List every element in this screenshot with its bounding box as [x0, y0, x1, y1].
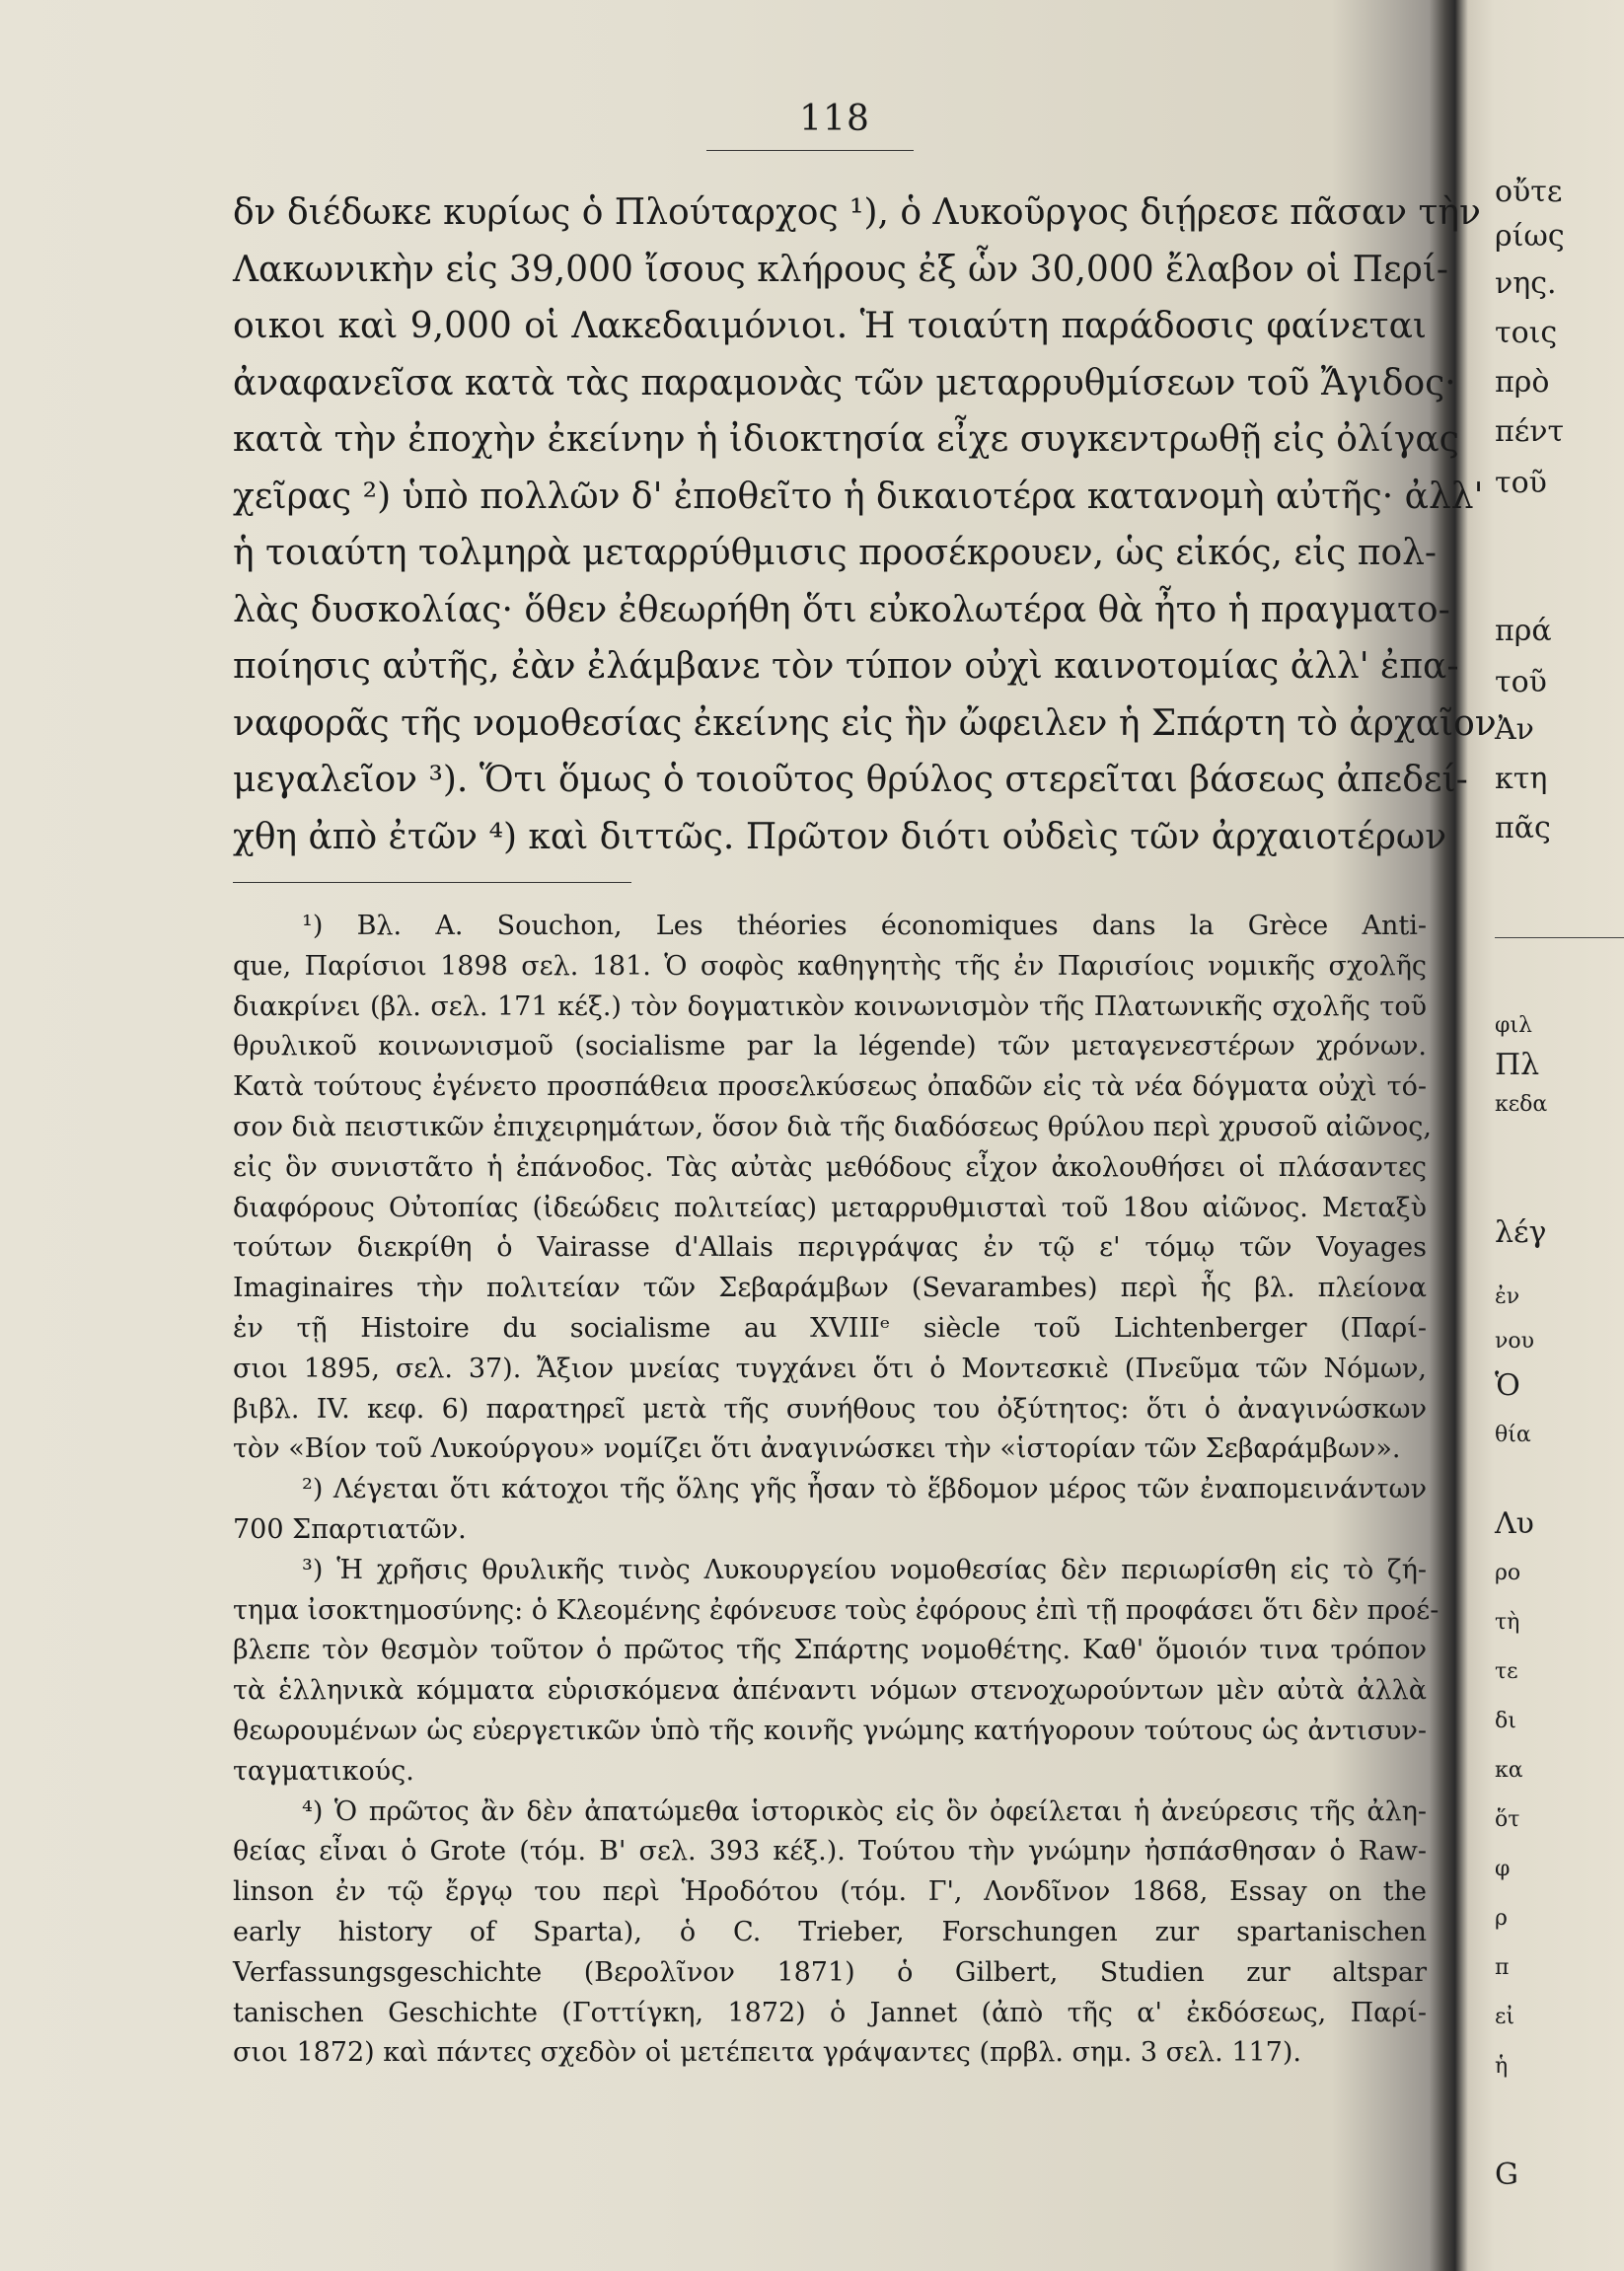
- adjacent-page-fragment: τε: [1495, 1659, 1518, 1684]
- footnote-line: σον διὰ πειστικῶν ἐπιχειρημάτων, ὅσον διὰ τῆς διαδόσεως θρύλου περὶ χρυσοῦ αἰῶνος,: [233, 1112, 1432, 1142]
- adjacent-page-fragment: G: [1495, 2158, 1518, 2192]
- footnote-line: Κατὰ τούτους ἐγένετο προσπάθεια προσελκύσεως ὀπαδῶν εἰς τὰ νέα δόγματα οὐχὶ τό-: [233, 1071, 1427, 1103]
- adjacent-page-fragment: Ἀν: [1495, 712, 1534, 747]
- footnote-line: Verfassungsgeschichte (Βερολῖνον 1871) ὁ Gilbert, Studien zur altspar: [233, 1956, 1427, 1988]
- footnote-line: ²) Λέγεται ὅτι κάτοχοι τῆς ὅλης γῆς ἦσαν τὸ ἕβδομον μέρος τῶν ἐναπομεινάντων: [302, 1474, 1427, 1505]
- adjacent-page-fragment: οὔτε: [1495, 175, 1563, 209]
- footnote-line: Imaginaires τὴν πολιτείαν τῶν Σεβαράμβων (Sevarambes) περὶ ἧς βλ. πλείονα: [233, 1273, 1427, 1304]
- adjacent-page-fragment: ἡ: [1495, 2054, 1509, 2079]
- footnote-line: τὰ ἑλληνικὰ κόμματα εὑρισκόμενα ἀπέναντι νόμων στενοχωρούντων μὲν αὐτὰ ἀλλὰ: [233, 1675, 1427, 1707]
- footnote-line: βλεπε τὸν θεσμὸν τοῦτον ὁ πρῶτος τῆς Σπάρτης νομοθέτης. Καθ' ὅμοιόν τινα τρόπον: [233, 1635, 1427, 1666]
- body-line: χθη ἀπὸ ἐτῶν ⁴) καὶ διττῶς. Πρῶτον διότι οὐδεὶς τῶν ἀρχαιοτέρων: [233, 816, 1447, 857]
- adjacent-page-fragment: τοῦ: [1495, 665, 1547, 699]
- adjacent-page-fragment: πρὸ: [1495, 365, 1550, 400]
- body-line: λὰς δυσκολίας· ὅθεν ἐθεωρήθη ὅτι εὐκολωτέρα θὰ ἦτο ἡ πραγματο-: [233, 589, 1450, 630]
- adjacent-page-fragment: κεδα: [1495, 1092, 1548, 1117]
- footnote-line: linson ἐν τῷ ἔργῳ του περὶ Ἡροδότου (τόμ. Γ', Λονδῖνον 1868, Essay on the: [233, 1876, 1427, 1908]
- footnote-separator: [233, 882, 631, 883]
- footnote-line: ⁴) Ὁ πρῶτος ἂν δὲν ἀπατώμεθα ἱστορικὸς εἰς ὃν ὀφείλεται ἡ ἀνεύρεσις τῆς ἀλη-: [302, 1795, 1427, 1827]
- adjacent-page-fragment: ρο: [1495, 1561, 1521, 1585]
- adjacent-page-fragment: ἐν: [1495, 1284, 1520, 1309]
- footnote-line: εἰς ὃν συνιστᾶτο ἡ ἐπάνοδος. Τὰς αὐτὰς μεθόδους εἶχον ἀκολουθήσει οἱ πλάσαντες: [233, 1151, 1427, 1183]
- footnote-line: σιοι 1872) καὶ πάντες σχεδὸν οἱ μετέπειτα γράψαντες (πρβλ. σημ. 3 σελ. 117).: [233, 2037, 1301, 2069]
- adjacent-page-fragment: ρίως: [1495, 219, 1565, 254]
- footnote-line: βιβλ. IV. κεφ. 6) παρατηρεῖ μετὰ τῆς συνήθους του ὀξύτητος: ὅτι ὁ ἀναγινώσκων: [233, 1393, 1427, 1425]
- footnote-line: διακρίνει (βλ. σελ. 171 κέξ.) τὸν δογματικὸν κοινωνισμὸν τῆς Πλατωνικῆς σχολῆς τοῦ: [233, 990, 1427, 1022]
- adjacent-page-fragment: λέγ: [1495, 1215, 1547, 1250]
- body-line: ναφορᾶς τῆς νομοθεσίας ἐκείνης εἰς ἣν ὤφειλεν ἡ Σπάρτη τὸ ἀρχαῖον: [233, 702, 1497, 744]
- adjacent-page-fragment: πᾶς: [1495, 811, 1551, 845]
- adjacent-page-fragment: φιλ: [1495, 1013, 1532, 1038]
- adjacent-page-fragment: νης.: [1495, 266, 1557, 301]
- body-line: ἀναφανεῖσα κατὰ τὰς παραμονὰς τῶν μεταρρυθμίσεων τοῦ Ἄγιδος·: [233, 362, 1456, 403]
- footnote-line: ¹) Βλ. A. Souchon, Les théories économiques dans la Grèce Anti-: [302, 911, 1427, 941]
- footnote-line: θρυλικοῦ κοινωνισμοῦ (socialisme par la légende) τῶν μεταγενεστέρων χρόνων.: [233, 1031, 1427, 1062]
- adjacent-page-fragment: ὅτ: [1495, 1807, 1520, 1832]
- footnote-line: τούτων διεκρίθη ὁ Vairasse d'Allais περιγράψας ἐν τῷ ε' τόμῳ τῶν Voyages: [233, 1232, 1427, 1264]
- main-page: [233, 0, 1497, 2271]
- adjacent-page-fragment: δι: [1495, 1709, 1516, 1733]
- footnote-line: θεωρουμένων ὡς εὐεργετικῶν ὑπὸ τῆς κοινῆς γνώμης κατήγορουν τούτους ὡς ἀντισυν-: [233, 1716, 1427, 1746]
- footnote-line: que, Παρίσιοι 1898 σελ. 181. Ὁ σοφὸς καθηγητὴς τῆς ἐν Παρισίοις νομικῆς σχολῆς: [233, 950, 1427, 982]
- footnote-line: ταγματικούς.: [233, 1755, 414, 1787]
- adjacent-page-edge: [1495, 0, 1624, 2271]
- header-rule: [706, 150, 914, 151]
- footnote-line: ἐν τῇ Histoire du socialisme au XVIIIᵉ siècle τοῦ Lichtenberger (Παρί-: [233, 1313, 1427, 1344]
- adjacent-page-fragment: πρά: [1495, 614, 1552, 648]
- footnote-line: τημα ἰσοκτημοσύνης: ὁ Κλεομένης ἐφόνευσε τοὺς ἐφόρους ἐπὶ τῇ προφάσει ὅτι δὲν προέ-: [233, 1594, 1439, 1626]
- adjacent-page-fragment: τὴ: [1495, 1610, 1520, 1635]
- body-line: Λακωνικὴν εἰς 39,000 ἴσους κλήρους ἐξ ὧν 30,000 ἔλαβον οἱ Περί-: [233, 249, 1449, 290]
- body-line: οικοι καὶ 9,000 οἱ Λακεδαιμόνιοι. Ἡ τοιαύτη παράδοσις φαίνεται: [233, 306, 1427, 346]
- adjacent-page-fragment: π: [1495, 1955, 1510, 1980]
- adjacent-page-fragment: νου: [1495, 1329, 1534, 1354]
- adjacent-page-fragment: εἰ: [1495, 2005, 1515, 2029]
- body-line: ἡ τοιαύτη τολμηρὰ μεταρρύθμισις προσέκρουεν, ὡς εἰκός, εἰς πολ-: [233, 533, 1438, 573]
- body-line: ποίησις αὐτῆς, ἐὰν ἐλάμβανε τὸν τύπον οὐχὶ καινοτομίας ἀλλ' ἐπα-: [233, 646, 1459, 687]
- page-number: 118: [799, 99, 870, 139]
- body-line: μεγαλεῖον ³). Ὅτι ὅμως ὁ τοιοῦτος θρύλος στερεῖται βάσεως ἀπεδεί-: [233, 760, 1468, 800]
- footnote-line: σιοι 1895, σελ. 37). Ἄξιον μνείας τυγχάνει ὅτι ὁ Μοντεσκιὲ (Πνεῦμα τῶν Νόμων,: [233, 1353, 1427, 1384]
- adjacent-page-fragment: κτη: [1495, 762, 1548, 796]
- adjacent-page-fragment: Ὁ: [1495, 1368, 1520, 1403]
- footnote-line: θείας εἶναι ὁ Grote (τόμ. Β' σελ. 393 κέξ.). Τούτου τὴν γνώμην ἠσπάσθησαν ὁ Raw-: [233, 1836, 1427, 1868]
- adjacent-page-fragment: τοῦ: [1495, 466, 1547, 500]
- adjacent-page-fragment: πέντ: [1495, 414, 1565, 449]
- adjacent-page-fragment: τοις: [1495, 316, 1558, 350]
- adjacent-page-fragment: θία: [1495, 1423, 1531, 1447]
- footnote-line: διαφόρους Οὐτοπίας (ἰδεώδεις πολιτείας) μεταρρυθμισταὶ τοῦ 18ου αἰῶνος. Μεταξὺ: [233, 1192, 1427, 1223]
- adjacent-page-fragment: Λυ: [1495, 1506, 1534, 1541]
- footnote-line: tanischen Geschichte (Γοττίγκη, 1872) ὁ Jannet (ἀπὸ τῆς α' ἐκδόσεως, Παρί-: [233, 1997, 1427, 2028]
- adjacent-page-fragment: κα: [1495, 1758, 1523, 1783]
- adjacent-page-rule: [1495, 937, 1624, 938]
- footnote-line: ³) Ἡ χρῆσις θρυλικῆς τινὸς Λυκουργείου νομοθεσίας δὲν περιωρίσθη εἰς τὸ ζή-: [302, 1554, 1427, 1585]
- adjacent-page-fragment: φ: [1495, 1857, 1511, 1881]
- body-line: κατὰ τὴν ἐποχὴν ἐκείνην ἡ ἰδιοκτησία εἶχε συγκεντρωθῇ εἰς ὀλίγας: [233, 419, 1459, 460]
- adjacent-page-fragment: ρ: [1495, 1906, 1508, 1931]
- footnote-line: τὸν «Βίον τοῦ Λυκούργου» νομίζει ὅτι ἀναγινώσκει τὴν «ἱστορίαν τῶν Σεβαράμβων».: [233, 1433, 1401, 1465]
- adjacent-page-fragment: Πλ: [1495, 1048, 1540, 1082]
- footnote-line: early history of Sparta), ὁ C. Trieber, Forschungen zur spartanischen: [233, 1917, 1427, 1947]
- body-line: χεῖρας ²) ὑπὸ πολλῶν δ' ἐποθεῖτο ἡ δικαιοτέρα κατανομὴ αὐτῆς· ἀλλ': [233, 476, 1484, 517]
- footnote-line: 700 Σπαρτιατῶν.: [233, 1514, 467, 1545]
- body-line: δν διέδωκε κυρίως ὁ Πλούταρχος ¹), ὁ Λυκοῦργος διῄρεσε πᾶσαν τὴν: [233, 192, 1481, 233]
